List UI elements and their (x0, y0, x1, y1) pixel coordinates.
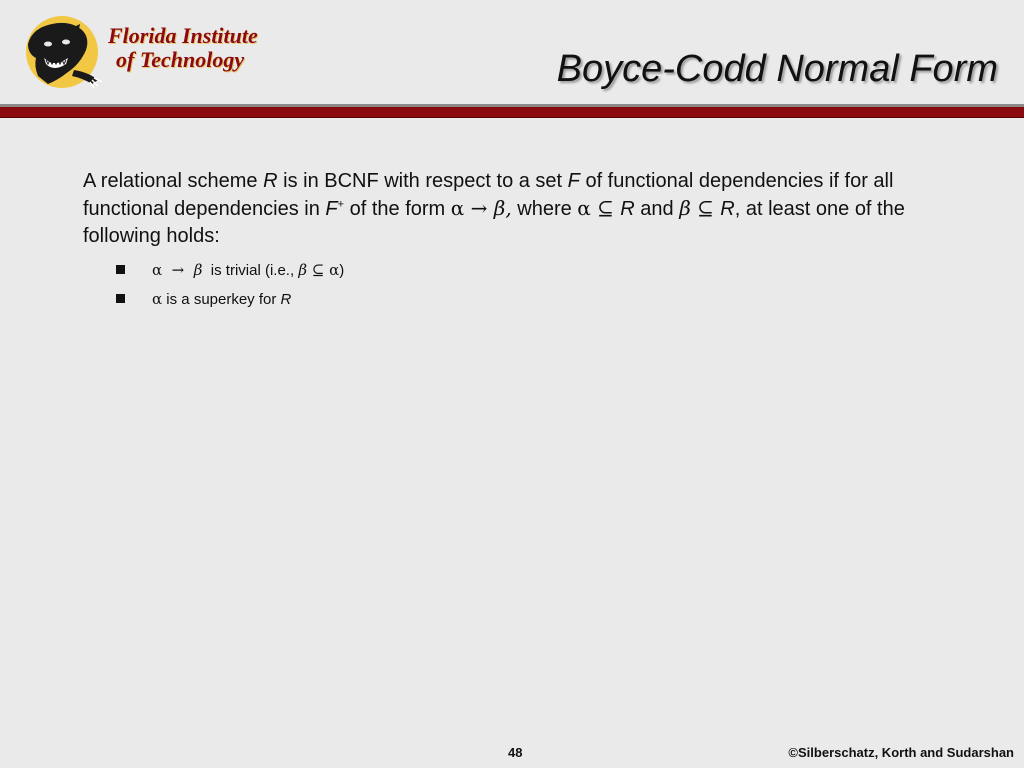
alpha-symbol: α (450, 196, 465, 220)
definition-text: of the form (344, 198, 451, 220)
condition-text: ) (339, 262, 345, 279)
logo-line-2: of Technology (116, 47, 245, 72)
beta-symbol: β (193, 261, 203, 279)
subset-symbol: ⊆ (590, 196, 621, 220)
definition-text: and (634, 198, 680, 220)
definition-text: A relational scheme (83, 170, 264, 192)
alpha-symbol: α (152, 261, 163, 279)
relation-symbol: R (280, 291, 292, 308)
relation-symbol: R (620, 198, 635, 220)
definition-text: of functional dependencies if for all functional dependencies in (83, 170, 894, 220)
logo-line-1: Florida Institute (108, 23, 258, 48)
square-bullet-icon (116, 265, 125, 274)
list-item (116, 256, 344, 285)
condition-text: is a superkey for (162, 291, 281, 308)
relation-symbol: R (720, 198, 735, 220)
page-number: 48 (508, 745, 523, 760)
conditions-list (116, 256, 344, 314)
closure-superscript: + (337, 198, 345, 211)
copyright-notice: ©Silberschatz, Korth and Sudarshan (788, 745, 1014, 760)
arrow-symbol: → (162, 261, 194, 279)
beta-symbol: β, (493, 196, 512, 220)
definition-text: , at least one of the following holds: (83, 198, 905, 247)
fd-closure-symbol: F (325, 198, 338, 220)
relation-symbol: R (263, 170, 278, 192)
subset-symbol: ⊆ (690, 196, 721, 220)
header-accent-bar (0, 107, 1024, 118)
alpha-symbol: α (152, 290, 163, 308)
definition-paragraph (83, 168, 943, 250)
slide-title: Boyce-Codd Normal Form (556, 48, 998, 90)
definition-text: is in BCNF with respect to a set (277, 170, 568, 192)
alpha-symbol: α (577, 196, 591, 220)
fit-logo (18, 14, 258, 90)
arrow-symbol: → (464, 196, 494, 220)
beta-symbol: β (298, 261, 307, 279)
subset-symbol: ⊆ (306, 261, 330, 279)
definition-text: where (511, 198, 578, 220)
square-bullet-icon (116, 294, 125, 303)
alpha-symbol: α (329, 261, 340, 279)
panther-mascot-icon (18, 14, 108, 90)
logo-wordmark (108, 24, 258, 72)
beta-symbol: β (679, 196, 691, 220)
fd-set-symbol: F (567, 170, 580, 192)
list-item (116, 285, 344, 314)
condition-text: is trivial (i.e., (202, 262, 299, 279)
